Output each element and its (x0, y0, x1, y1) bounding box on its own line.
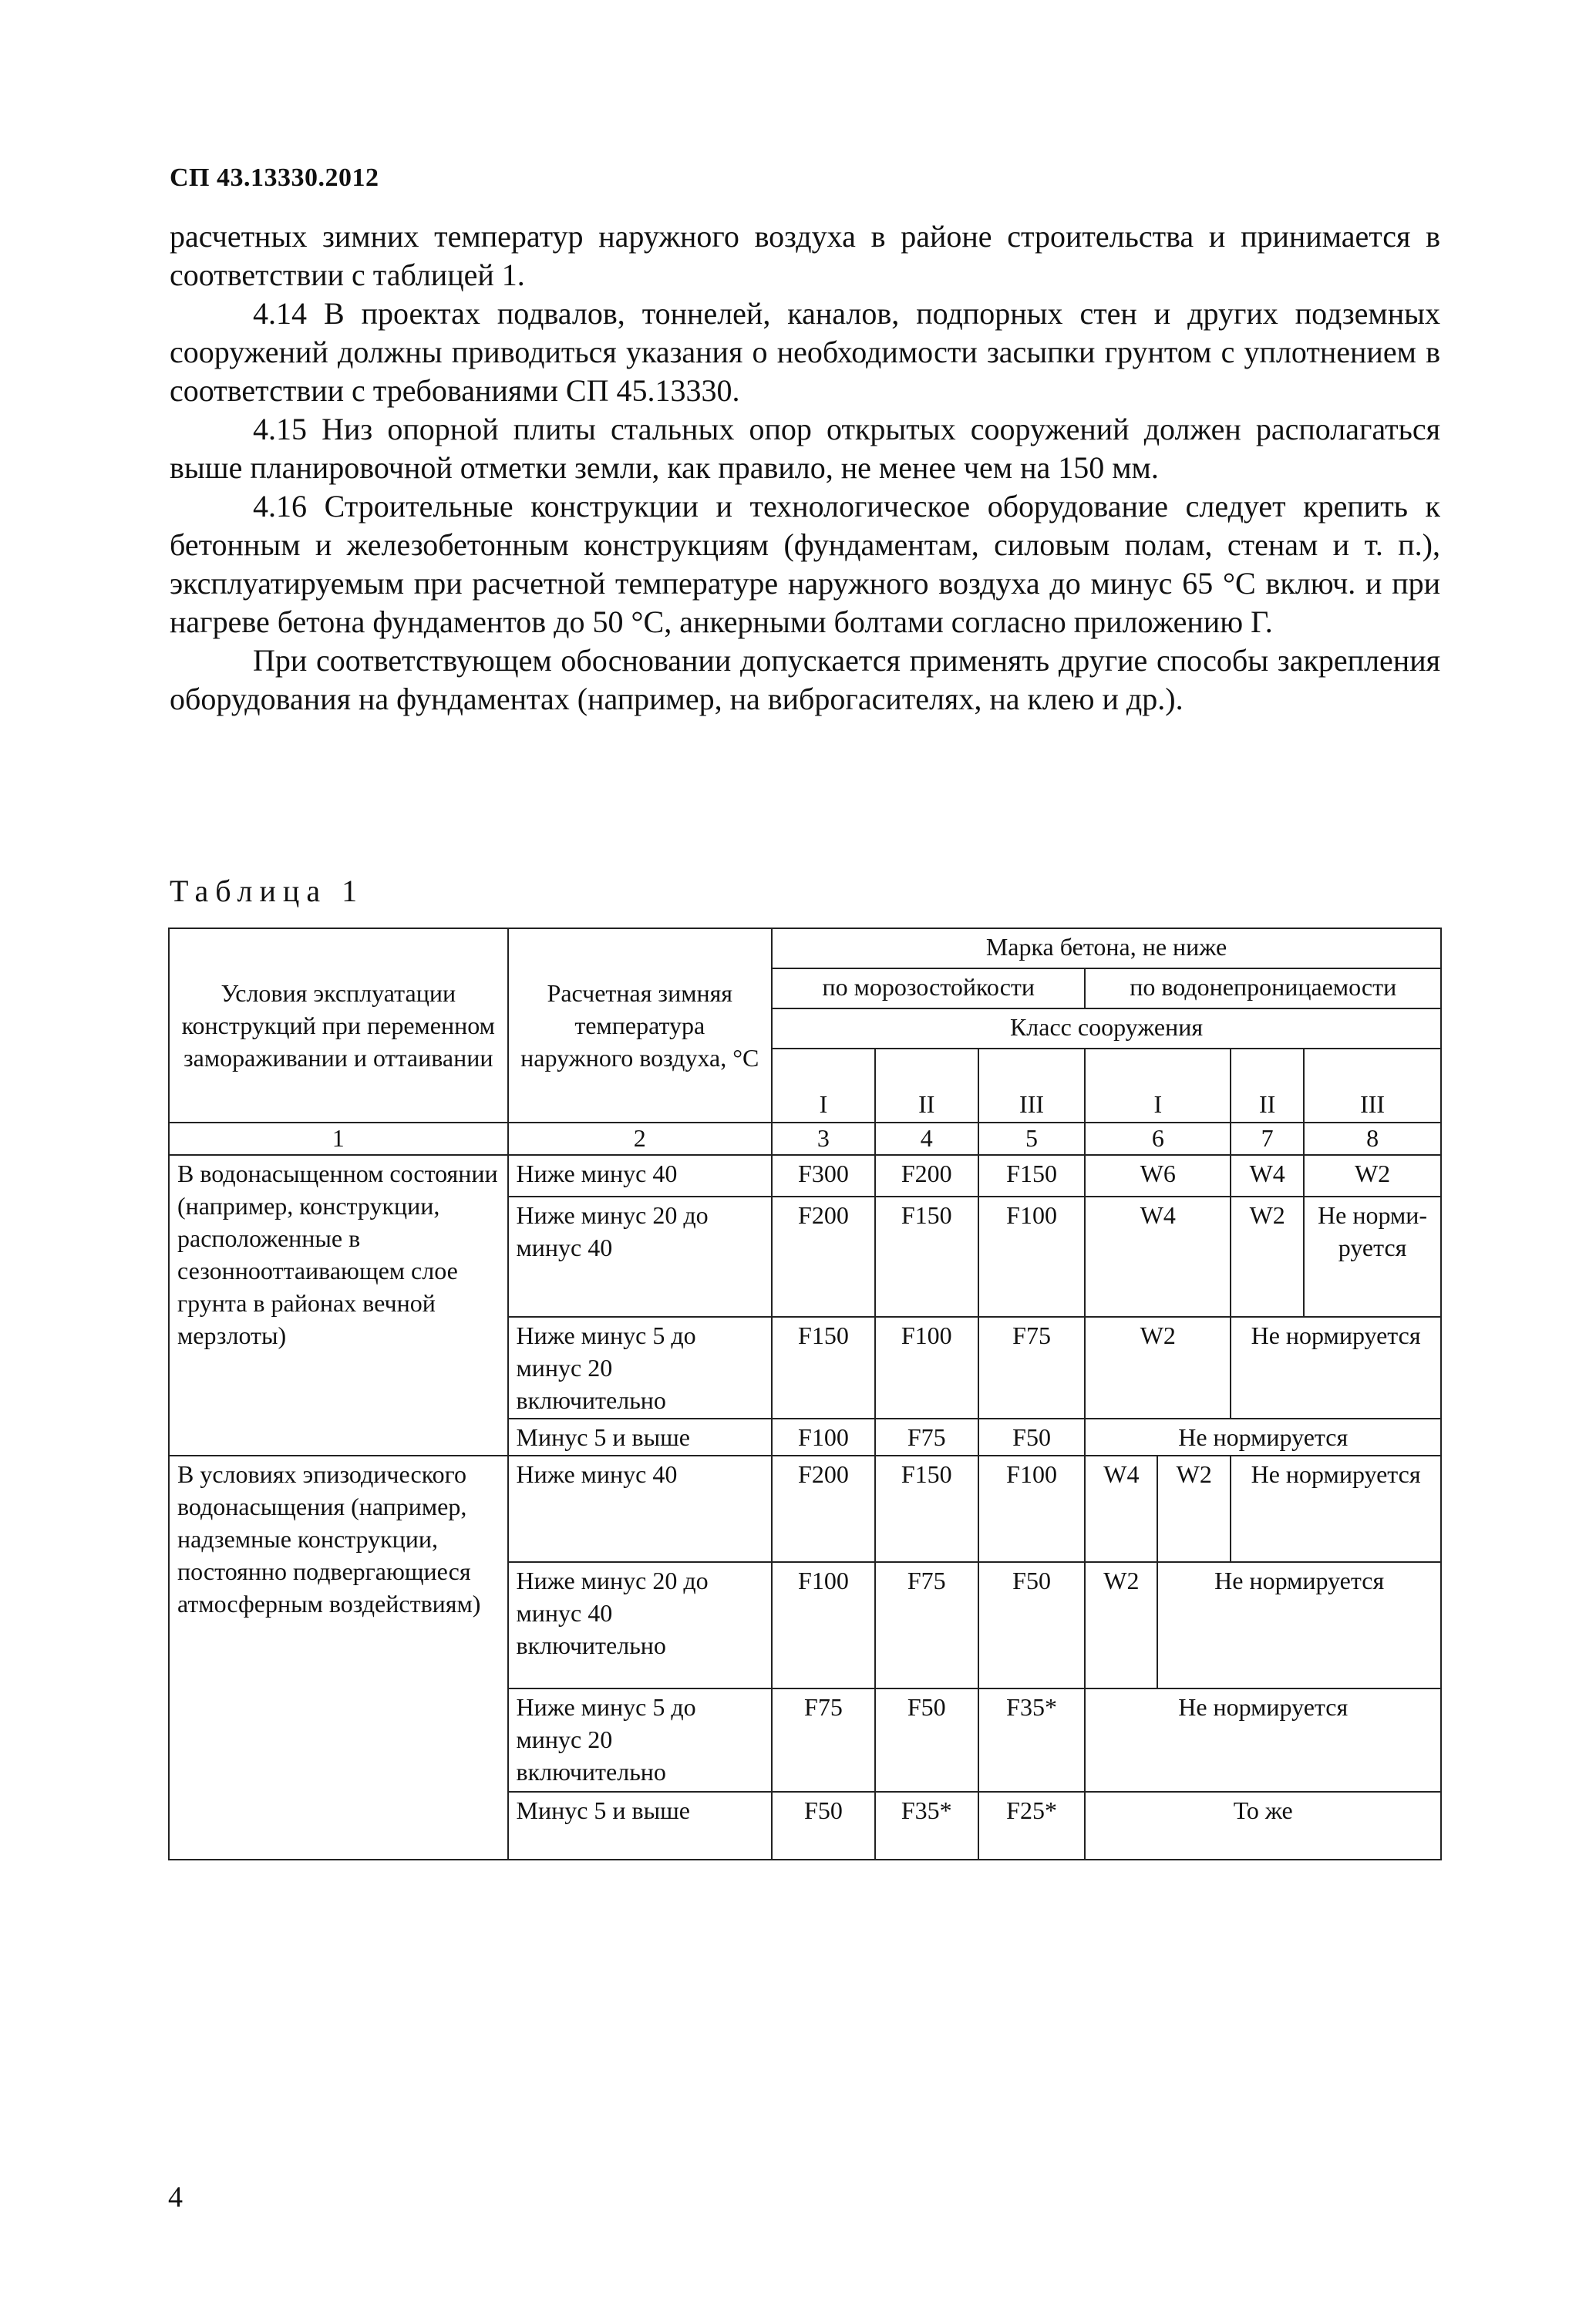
temp-cell: Ниже минус 5 до минус 20 включительно (508, 1688, 773, 1792)
temp-cell: Ниже минус 40 (508, 1155, 773, 1197)
value-cell: F100 (875, 1317, 978, 1419)
column-number: 7 (1231, 1123, 1304, 1155)
value-cell: Не норми-руется (1304, 1197, 1441, 1317)
temp-cell: Ниже минус 20 до минус 40 включительно (508, 1562, 773, 1688)
temp-cell: Минус 5 и выше (508, 1419, 773, 1456)
value-cell: F75 (875, 1419, 978, 1456)
header-class-roman: II (875, 1049, 978, 1123)
value-cell: F100 (772, 1562, 875, 1688)
column-number: 8 (1304, 1123, 1441, 1155)
value-cell: F150 (772, 1317, 875, 1419)
header-temperature: Расчетная зимняя температура наружного воздуха, °С (508, 928, 773, 1123)
value-cell: F150 (978, 1155, 1086, 1197)
paragraph: При соответствующем обосновании допускается применять другие способы закрепления оборудования на фундаментах (например, на виброгасителях, на клею и др.). (170, 643, 1440, 716)
header-frost: по морозостойкости (772, 968, 1085, 1008)
value-cell: Не нормируется (1085, 1419, 1441, 1456)
header-conditions: Условия эксплуатации конструкций при переменном замораживании и оттаивании (169, 928, 508, 1123)
column-number: 5 (978, 1123, 1086, 1155)
condition-cell: В водонасыщенном состоянии (например, конструкции, расположенные в сезоннооттаивающем слое грунта в районах вечной мерзлоты) (169, 1155, 508, 1456)
table-row (169, 1456, 1441, 1562)
value-cell: F25* (978, 1792, 1086, 1860)
column-number: 1 (169, 1123, 508, 1155)
condition-cell: В условиях эпизодического водонасыщения (например, надземные конструкции, постоянно подвергающиеся атмосферным воздействиям) (169, 1456, 508, 1860)
body-text (170, 217, 1440, 719)
header-water: по водонепроницаемости (1085, 968, 1441, 1008)
column-number: 2 (508, 1123, 773, 1155)
value-cell: F150 (875, 1456, 978, 1562)
value-cell: W4 (1085, 1197, 1231, 1317)
value-cell: F75 (978, 1317, 1086, 1419)
value-cell: F50 (978, 1562, 1086, 1688)
page-number: 4 (168, 2181, 183, 2214)
value-cell: F50 (978, 1419, 1086, 1456)
value-cell: W2 (1231, 1197, 1304, 1317)
paragraph: 4.15 Низ опорной плиты стальных опор открытых сооружений должен располагаться выше планировочной отметки земли, как правило, не менее чем на 150 мм. (170, 412, 1440, 485)
table-caption: Таблица 1 (170, 874, 365, 908)
value-cell: Не нормируется (1231, 1317, 1441, 1419)
document-header: СП 43.13330.2012 (170, 163, 379, 192)
column-number: 6 (1085, 1123, 1231, 1155)
header-class-roman: II (1231, 1049, 1304, 1123)
column-number: 3 (772, 1123, 875, 1155)
value-cell: F50 (875, 1688, 978, 1792)
header-class-roman: I (772, 1049, 875, 1123)
temp-cell: Минус 5 и выше (508, 1792, 773, 1860)
value-cell: F200 (875, 1155, 978, 1197)
value-cell: W4 (1231, 1155, 1304, 1197)
concrete-grade-table (168, 928, 1442, 1860)
value-cell: Не нормируется (1085, 1688, 1441, 1792)
value-cell: F100 (772, 1419, 875, 1456)
column-number: 4 (875, 1123, 978, 1155)
header-class-roman: I (1085, 1049, 1231, 1123)
value-cell: F200 (772, 1456, 875, 1562)
value-cell: W2 (1304, 1155, 1441, 1197)
header-class-roman: III (1304, 1049, 1441, 1123)
value-cell: То же (1085, 1792, 1441, 1860)
value-cell: Не нормируется (1157, 1562, 1441, 1688)
value-cell: F150 (875, 1197, 978, 1317)
value-cell: W2 (1157, 1456, 1231, 1562)
temp-cell: Ниже минус 40 (508, 1456, 773, 1562)
value-cell: F75 (875, 1562, 978, 1688)
value-cell: F200 (772, 1197, 875, 1317)
value-cell: F50 (772, 1792, 875, 1860)
value-cell: F300 (772, 1155, 875, 1197)
value-cell: W6 (1085, 1155, 1231, 1197)
table-row (169, 1155, 1441, 1197)
value-cell: F100 (978, 1197, 1086, 1317)
header-grade: Марка бетона, не ниже (772, 928, 1441, 968)
value-cell: Не нормируется (1231, 1456, 1441, 1562)
header-class-roman: III (978, 1049, 1086, 1123)
temp-cell: Ниже минус 5 до минус 20 включительно (508, 1317, 773, 1419)
temp-cell: Ниже минус 20 до минус 40 (508, 1197, 773, 1317)
paragraph: 4.14 В проектах подвалов, тоннелей, каналов, подпорных стен и других подземных сооружений должны приводиться указания о необходимости засыпки грунтом с уплотнением в соответствии с требованиями СП 45.13330. (170, 296, 1440, 408)
value-cell: W4 (1085, 1456, 1157, 1562)
value-cell: W2 (1085, 1317, 1231, 1419)
value-cell: F100 (978, 1456, 1086, 1562)
value-cell: W2 (1085, 1562, 1157, 1688)
value-cell: F75 (772, 1688, 875, 1792)
paragraph: расчетных зимних температур наружного воздуха в районе строительства и принимается в соответствии с таблицей 1. (170, 219, 1440, 292)
value-cell: F35* (978, 1688, 1086, 1792)
paragraph: 4.16 Строительные конструкции и технологическое оборудование следует крепить к бетонным и железобетонным конструкциям (фундаментам, силовым полам, стенам и т. п.), эксплуатируемым при расчетной температуре наружного воздуха до минус 65 °С включ. и при нагреве бетона фундаментов до 50 °С, анкерными болтами согласно приложению Г. (170, 489, 1440, 639)
value-cell: F35* (875, 1792, 978, 1860)
header-class: Класс сооружения (772, 1008, 1441, 1049)
